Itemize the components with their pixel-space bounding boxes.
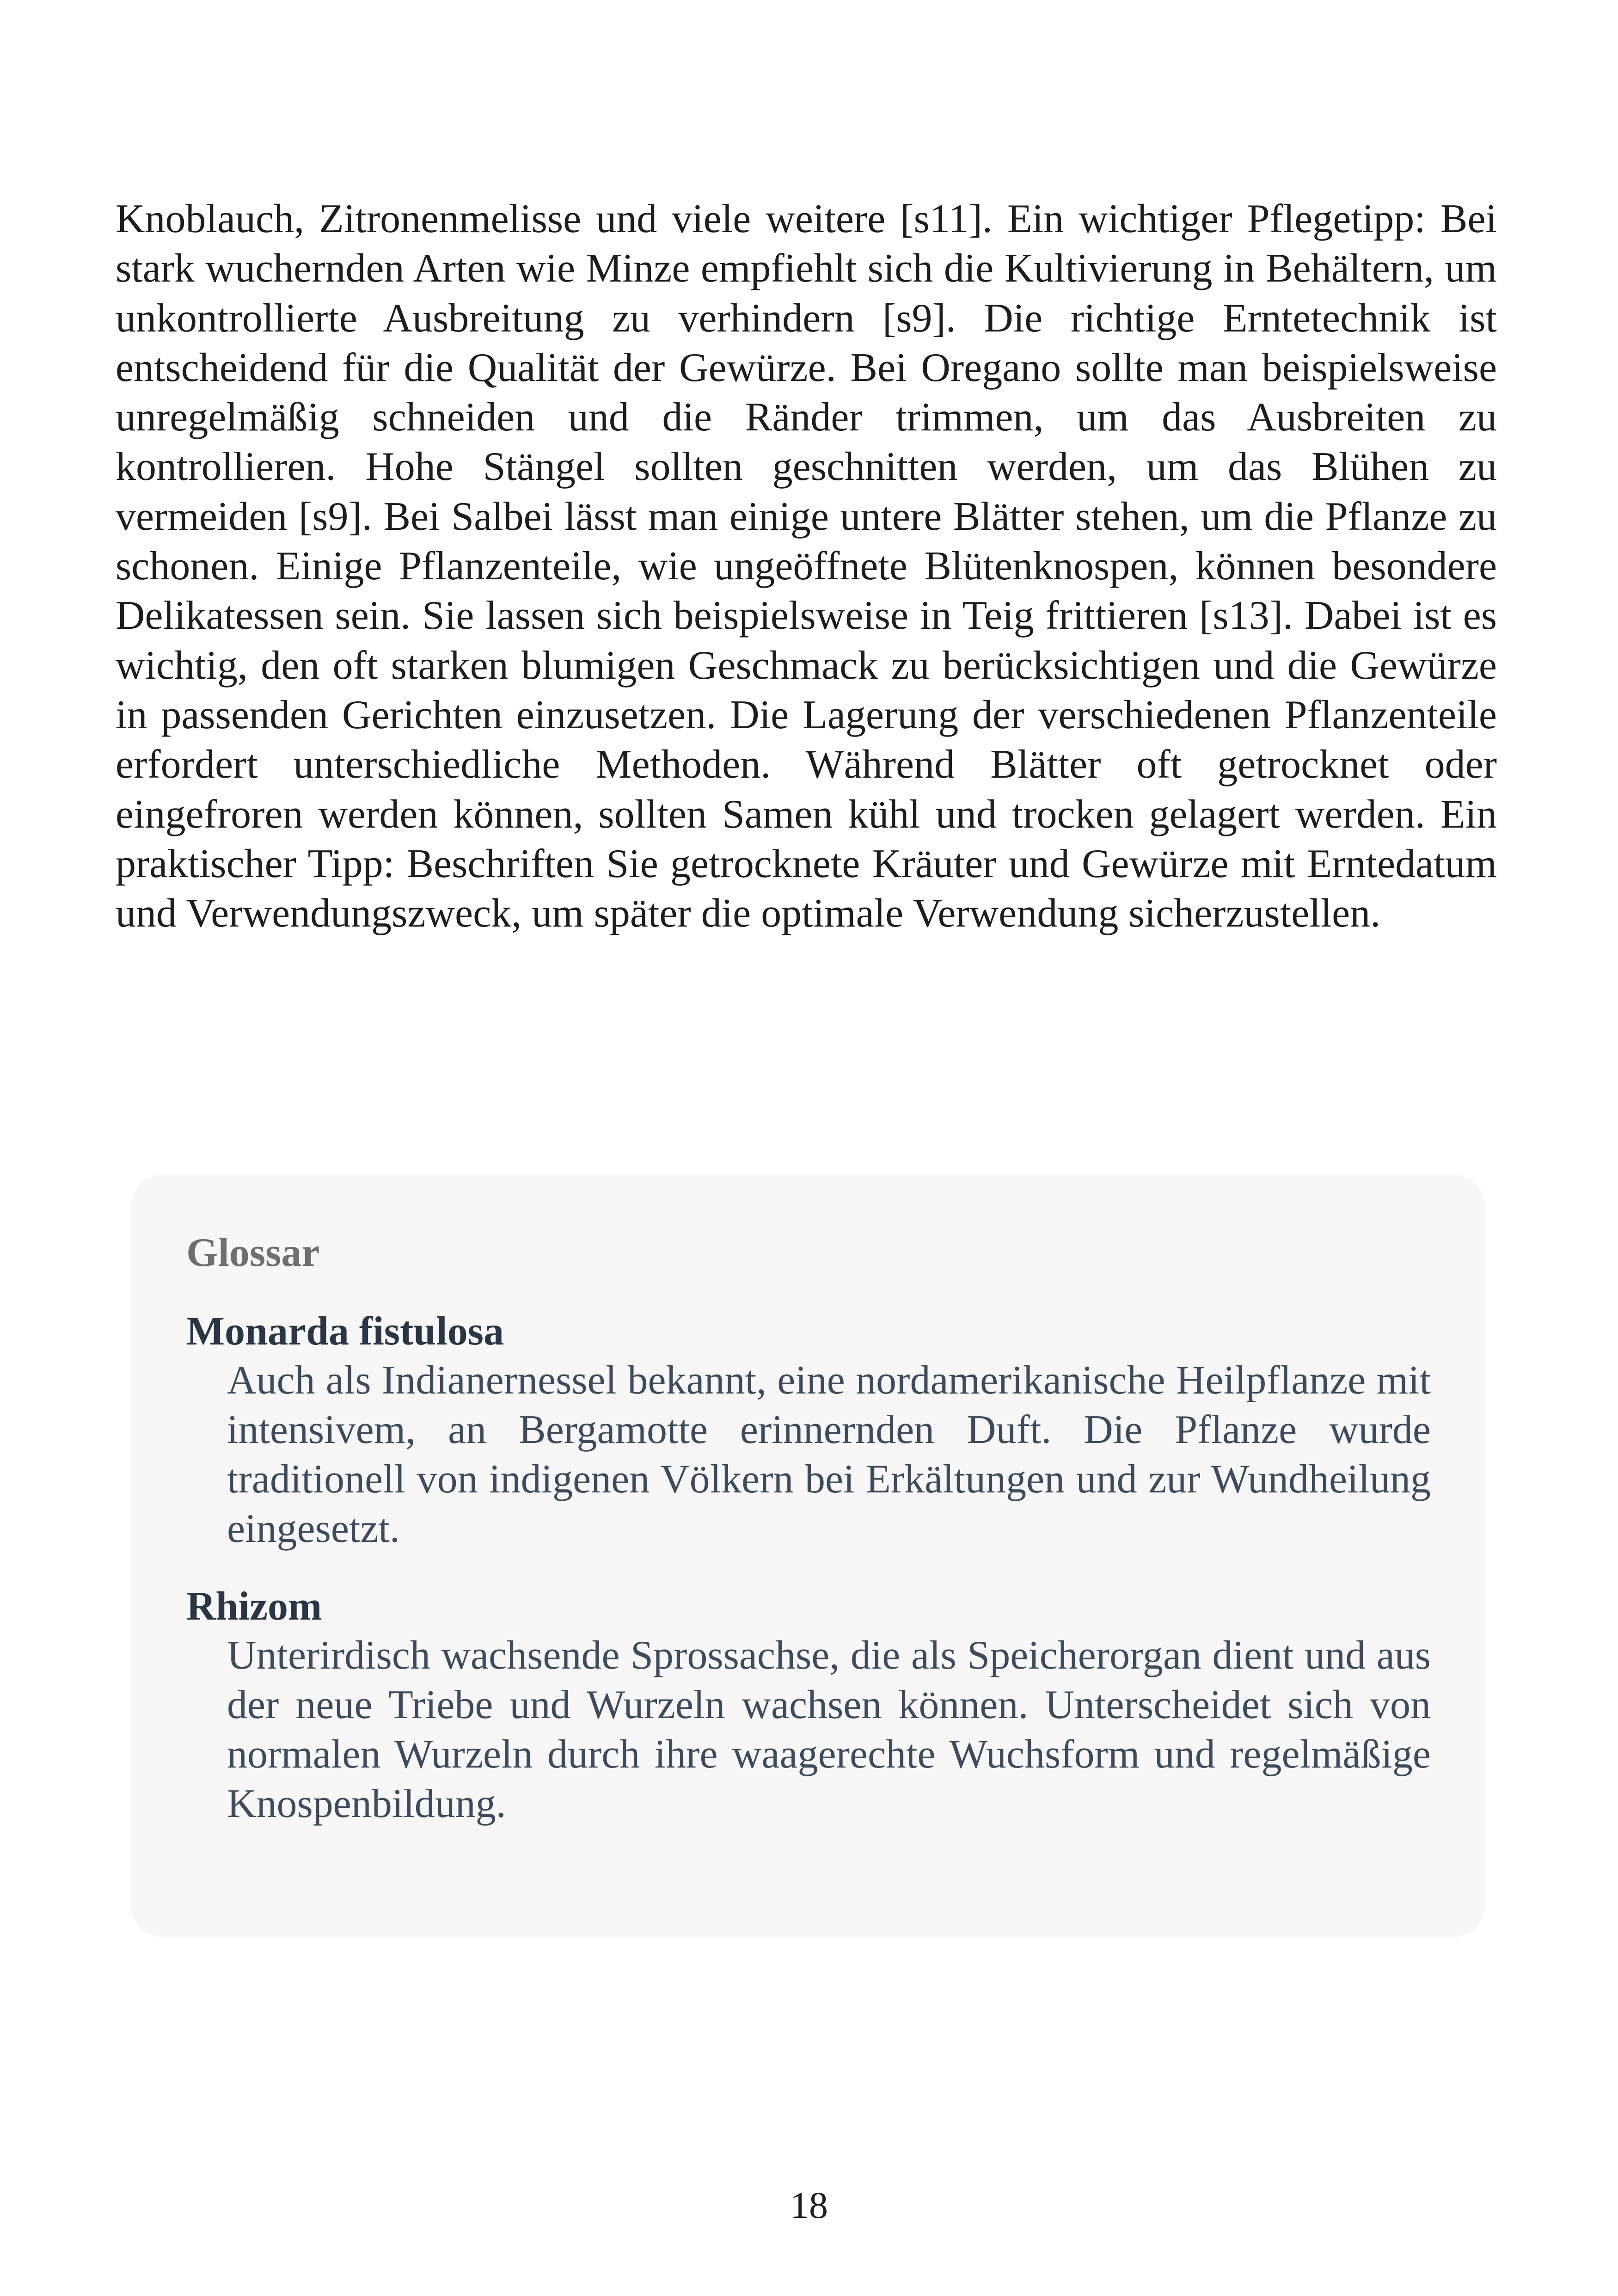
glossary-entry	[186, 1308, 1431, 1553]
glossary-definition: Auch als Indianernessel bekannt, eine nordamerikanische Heilpflanze mit intensivem, an Bergamotte erinnernden Duft. Die Pflanze wurde traditionell von indigenen Völkern bei Erkältungen und zur Wundheilung eingesetzt.	[227, 1358, 1431, 1551]
glossary-box	[131, 1174, 1485, 1937]
page-number: 18	[790, 2184, 828, 2226]
glossary-term: Monarda fistulosa	[186, 1309, 504, 1354]
glossary-title: Glossar	[186, 1230, 320, 1275]
glossary-entry	[186, 1584, 1431, 1829]
glossary-term: Rhizom	[186, 1584, 322, 1629]
glossary-definition: Unterirdisch wachsende Sprossachse, die als Speicherorgan dient und aus der neue Triebe und Wurzeln wachsen können. Unterscheidet sich von normalen Wurzeln durch ihre waagerechte Wuchsform und regelmäßige Knospenbildung.	[227, 1633, 1431, 1826]
body-paragraph: Knoblauch, Zitronenmelisse und viele weitere [s11]. Ein wichtiger Pflegetipp: Bei stark wuchernden Arten wie Minze empfiehlt sich die Kultivierung in Behältern, um unkontrollierte Ausbreitung zu verhindern [s9]. Die richtige Erntetechnik ist entscheidend für die Qualität der Gewürze. Bei Oregano sollte man beispielsweise unregelmäßig schneiden und die Ränder trimmen, um das Ausbreiten zu kontrollieren. Hohe Stängel sollten geschnitten werden, um das Blühen zu vermeiden [s9]. Bei Salbei lässt man einige untere Blätter stehen, um die Pflanze zu schonen. Einige Pflanzenteile, wie ungeöffnete Blütenknospen, können besondere Delikatessen sein. Sie lassen sich beispielsweise in Teig frittieren [s13]. Dabei ist es wichtig, den oft starken blumigen Geschmack zu berücksichtigen und die Gewürze in passenden Gerichten einzusetzen. Die Lagerung der verschiedenen Pflanzenteile erfordert unterschiedliche Methoden. Während Blätter oft getrocknet oder eingefroren werden können, sollten Samen kühl und trocken gelagert werden. Ein praktischer Tipp: Beschriften Sie getrocknete Kräuter und Gewürze mit Erntedatum und Verwendungszweck, um später die optimale Verwendung sicherzustellen.	[116, 196, 1497, 936]
